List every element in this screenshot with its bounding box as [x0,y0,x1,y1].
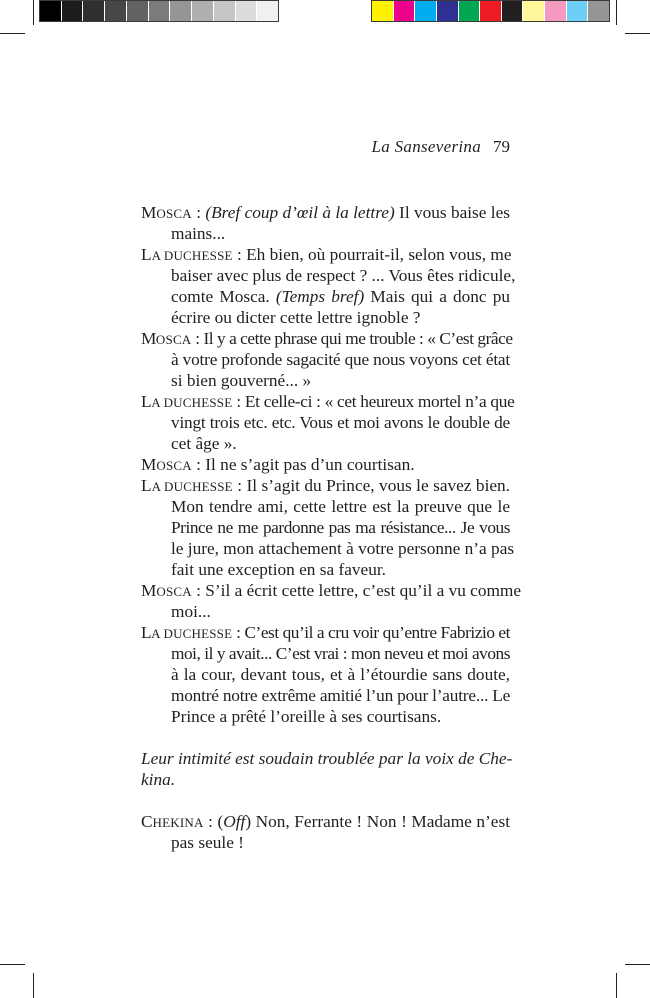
dialogue-line: baiser avec plus de respect ? ... Vous êtes ridicule, [171,266,516,285]
stage-direction: (Temps bref) [275,287,365,306]
stage-direction-line: kina. [141,770,176,789]
color-swatch [393,1,415,21]
gray-swatch [256,1,278,21]
line-text: : Il y a cette phrase qui me trouble : « C’est grâce [191,329,513,348]
line-text: : Il ne s’agit pas d’un courtisan. [191,455,415,474]
dialogue-line [141,580,522,601]
dialogue-line: à votre profonde sagacité que nous voyons cet état [171,350,510,369]
separator: : [191,203,206,222]
color-swatch [414,1,436,21]
stage-direction-line: Leur intimité est soudain troublée par la voix de Che- [141,749,513,768]
line-text: : Il s’agit du Prince, vous le savez bien. [232,476,511,495]
dialogue-line: vingt trois etc. etc. Vous et moi avons le double de [171,413,510,432]
line-text: : S’il a écrit cette lettre, c’est qu’il a vu comme [191,581,522,600]
color-swatch [566,1,588,21]
running-title: La Sanseverina [371,137,481,156]
dialogue-line [141,202,510,223]
dialogue-line [141,622,510,643]
crop-mark [33,0,34,25]
speaker-name: A DUCHESSE [151,479,233,494]
dialogue-line [141,286,510,307]
blank-line [141,727,510,748]
play-text [141,202,522,853]
grayscale-calibration-strip [39,0,279,22]
speaker-initial: L [141,623,152,642]
crop-mark [625,964,650,965]
dialogue-line: Prince ne me pardonne pas ma résistance... Je vous [171,518,510,537]
dialogue-line: à la cour, devant tous, et à l’étourdie sans doute, [171,665,510,684]
speaker-initial: C [141,812,153,831]
blank-line [141,790,510,811]
crop-mark [0,964,25,965]
line-text: ) Non, Ferrante ! Non ! Madame n’est [245,812,510,831]
line-text: : C’est qu’il a cru voir qu’entre Fabrizio et [232,623,510,642]
line-text: : Eh bien, où pourrait-il, selon vous, me [232,245,512,264]
dialogue-line: Mon tendre ami, cette lettre est la preuve que le [171,497,510,516]
gray-swatch [82,1,104,21]
dialogue-line: Prince a prêté l’oreille à ses courtisans. [171,707,442,726]
crop-mark [33,973,34,998]
dialogue-line: pas seule ! [171,833,244,852]
speaker-name: A DUCHESSE [151,395,233,410]
gray-swatch [235,1,257,21]
speaker-name: HEKINA [152,815,204,830]
dialogue-line [141,391,515,412]
crop-mark [616,973,617,998]
color-swatch [458,1,480,21]
speaker-initial: L [141,392,152,411]
dialogue-line [141,454,510,475]
color-swatch [479,1,501,21]
dialogue-line [141,811,510,832]
speaker-initial: M [141,203,157,222]
speaker-name: A DUCHESSE [151,248,233,263]
color-swatch [587,1,609,21]
speaker-initial: M [141,581,157,600]
crop-mark [0,33,25,34]
speaker-name: OSCA [155,332,192,347]
color-swatch [372,1,393,21]
dialogue-line: si bien gouverné... » [171,371,312,390]
dialogue-line [141,475,510,496]
dialogue-line: montré notre extrême amitié l’un pour l’autre... Le [171,686,511,705]
color-swatch [436,1,458,21]
dialogue-line: écrire ou dicter cette lettre ignoble ? [171,308,421,327]
stage-direction: Off [223,812,246,831]
color-calibration-strip [371,0,610,22]
speaker-name: OSCA [156,584,192,599]
color-swatch [522,1,544,21]
page-number: 79 [493,137,510,156]
speaker-name: A DUCHESSE [151,626,233,641]
dialogue-line [141,328,513,349]
gray-swatch [40,1,61,21]
stage-direction: (Bref coup d’œil à la lettre) [205,203,395,222]
dialogue-line: fait une exception en sa faveur. [171,560,386,579]
line-text: Il vous baise les [394,203,510,222]
crop-mark [625,33,650,34]
dialogue-line: mains... [171,224,226,243]
running-header [372,137,511,157]
speaker-name: OSCA [156,206,192,221]
gray-swatch [104,1,126,21]
speaker-initial: L [141,245,152,264]
gray-swatch [169,1,191,21]
dialogue-line [141,244,510,265]
gray-swatch [148,1,170,21]
speaker-initial: M [141,455,157,474]
dialogue-line: le jure, mon attachement à votre personne n’a pas [171,539,515,558]
line-text: : ( [203,812,224,831]
gray-swatch [61,1,83,21]
speaker-initial: M [141,329,156,348]
dialogue-line: moi... [171,602,211,621]
dialogue-line: cet âge ». [171,434,237,453]
color-swatch [544,1,566,21]
line-text: Mais qui a donc pu [364,287,510,306]
line-text: : Et celle-ci : « cet heureux mortel n’a que [232,392,515,411]
dialogue-line: moi, il y avait... C’est vrai : mon neveu et moi avons [171,644,511,663]
crop-mark [616,0,617,25]
color-swatch [501,1,523,21]
line-text: comte Mosca. [171,287,276,306]
gray-swatch [213,1,235,21]
speaker-initial: L [141,476,152,495]
gray-swatch [191,1,213,21]
gray-swatch [126,1,148,21]
speaker-name: OSCA [156,458,192,473]
